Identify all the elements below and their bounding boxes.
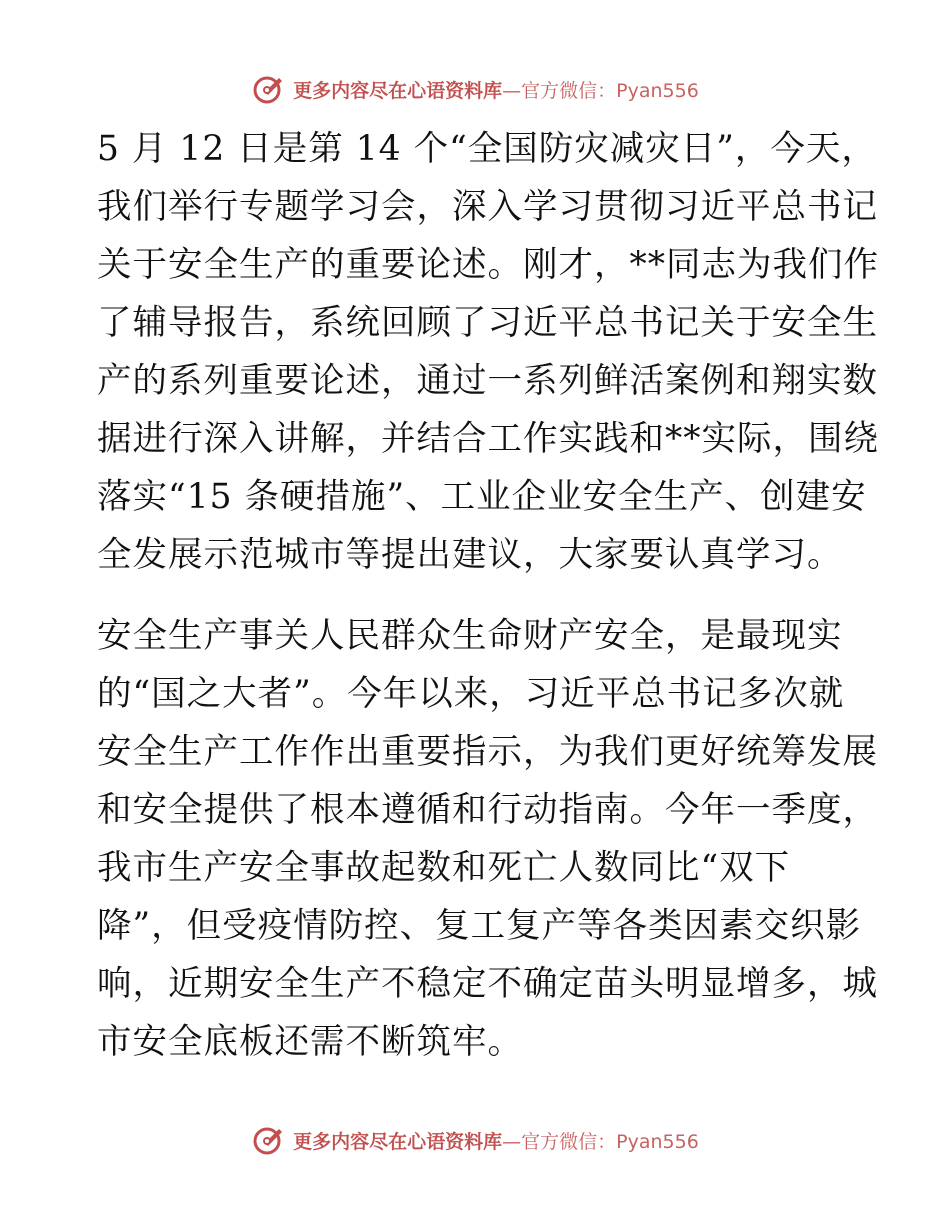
footer-watermark	[0, 1123, 950, 1157]
text-line: 据进行深入讲解，并结合工作实践和**实际，围绕	[97, 419, 879, 459]
watermark-text	[293, 76, 699, 103]
text-line: 产的系列重要论述，通过一系列鲜活案例和翔实数	[97, 361, 878, 401]
text-line: 市安全底板还需不断筑牢。	[97, 1022, 523, 1062]
watermark-separator: —	[502, 79, 522, 102]
text-line: 我市生产安全事故起数和死亡人数同比“双下	[97, 848, 791, 888]
watermark-main: 更多内容尽在心语资料库	[293, 1130, 503, 1153]
text-line: 响，近期安全生产不稳定不确定苗头明显增多，城	[97, 964, 878, 1004]
text-line: 降”，但受疫情防控、复工复产等各类因素交织影	[97, 906, 862, 946]
watermark-main: 更多内容尽在心语资料库	[293, 79, 503, 102]
paragraph-2	[97, 607, 878, 1071]
text-line: 落实“15 条硬措施”、工业企业安全生产、创建安	[97, 477, 867, 517]
header-watermark	[0, 72, 950, 106]
watermark-separator: —	[502, 1130, 522, 1153]
text-line: 我们举行专题学习会，深入学习贯彻习近平总书记	[97, 187, 878, 227]
watermark-sub: 官方微信：Pyan556	[521, 1130, 699, 1153]
pen-nib-circle-icon	[251, 72, 285, 106]
text-line: 和安全提供了根本遵循和行动指南。今年一季度，	[97, 790, 878, 830]
text-line: 安全生产工作作出重要指示，为我们更好统筹发展	[97, 732, 878, 772]
text-line: 全发展示范城市等提出建议，大家要认真学习。	[97, 535, 843, 575]
pen-nib-circle-icon	[251, 1123, 285, 1157]
text-line: 的“国之大者”。今年以来，习近平总书记多次就	[97, 674, 845, 714]
paragraph-1	[97, 120, 879, 584]
watermark-text	[293, 1127, 699, 1154]
watermark-sub: 官方微信：Pyan556	[521, 79, 699, 102]
text-line: 5 月 12 日是第 14 个“全国防灾减灾日”，今天，	[97, 129, 877, 169]
document-body	[97, 120, 879, 1071]
text-line: 安全生产事关人民群众生命财产安全，是最现实	[97, 616, 843, 656]
text-line: 了辅导报告，系统回顾了习近平总书记关于安全生	[97, 303, 878, 343]
text-line: 关于安全生产的重要论述。刚才，**同志为我们作	[97, 245, 879, 285]
